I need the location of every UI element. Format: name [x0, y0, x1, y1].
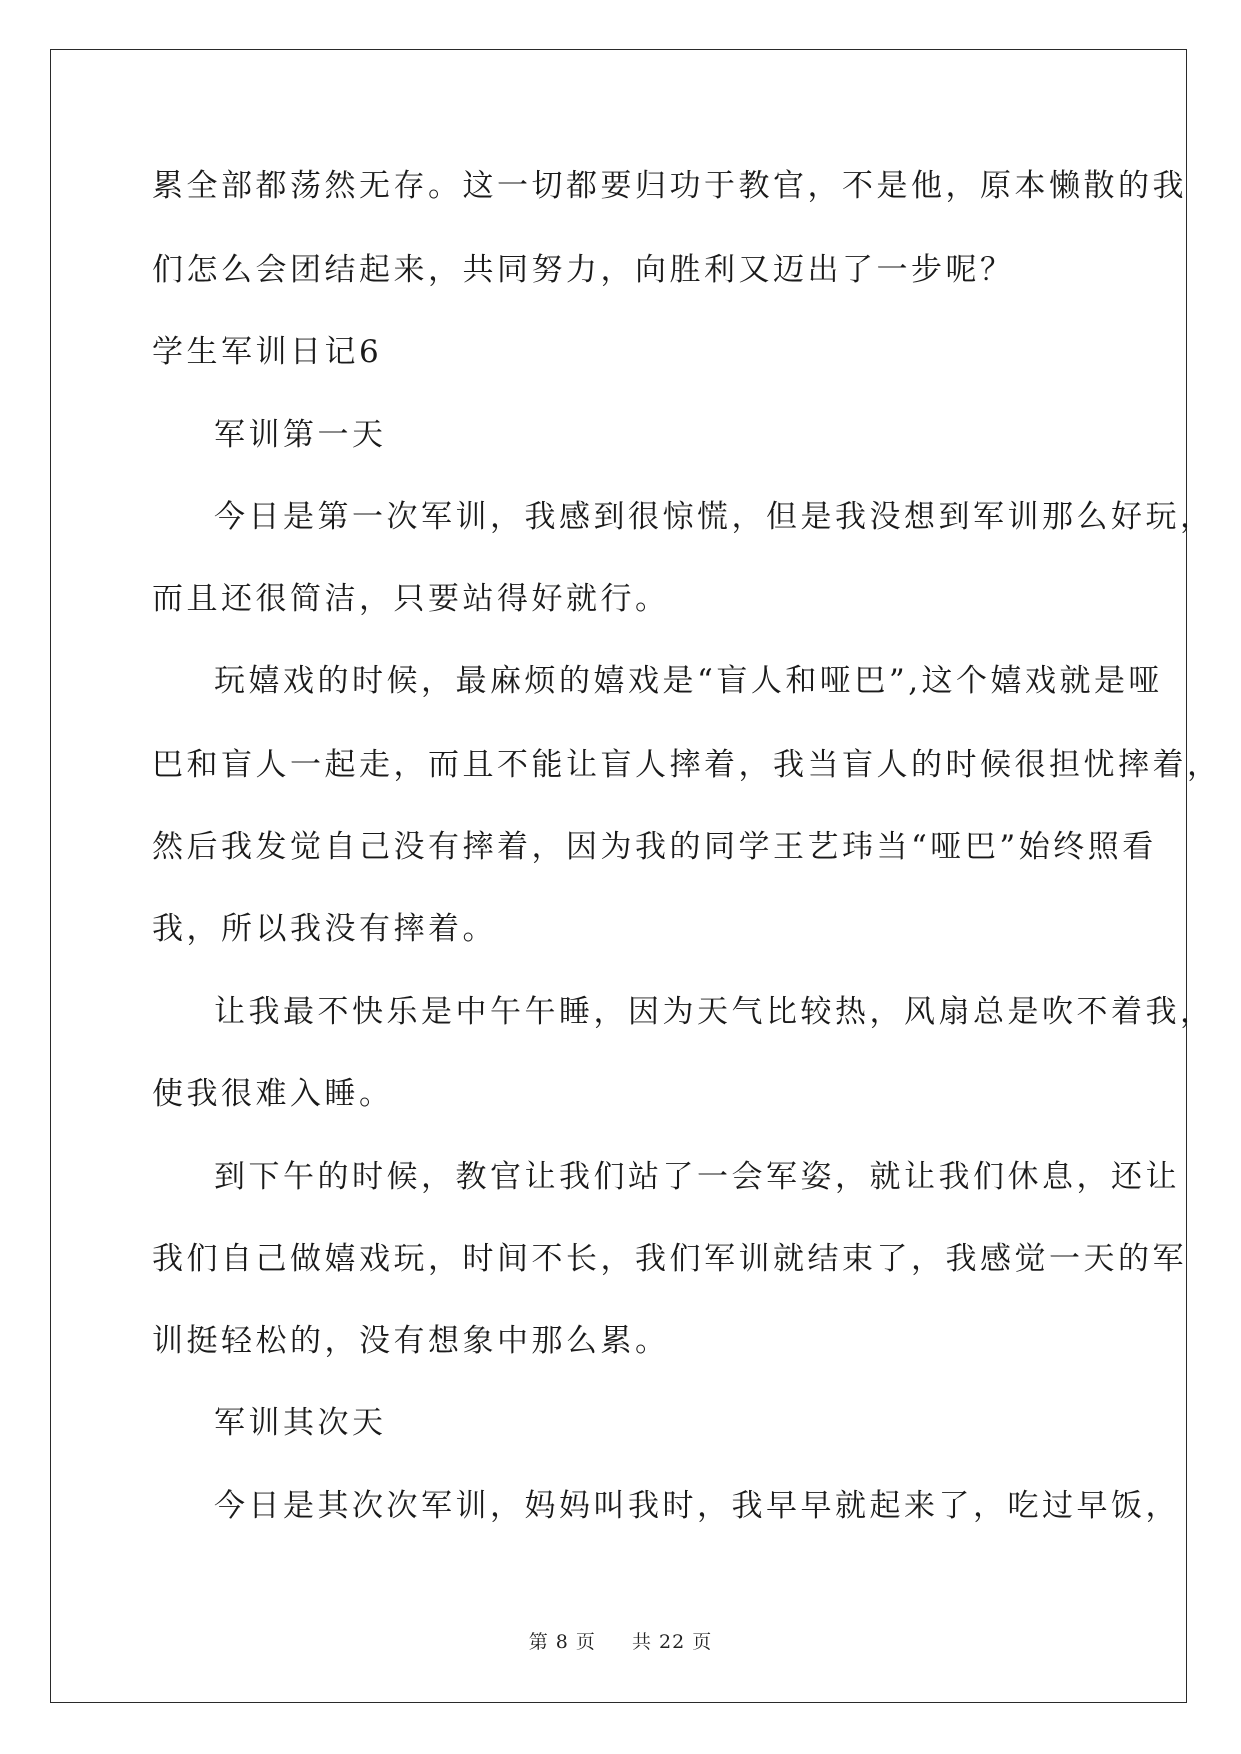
text-line: 今日是其次次军训，妈妈叫我时，我早早就起来了，吃过早饭， [214, 1488, 1180, 1524]
text-line: 们怎么会团结起来，共同努力，向胜利又迈出了一步呢？ [152, 252, 1015, 288]
text-line: 而且还很简洁，只要站得好就行。 [152, 581, 670, 617]
text-line: 让我最不快乐是中午午睡，因为天气比较热，风扇总是吹不着我， [214, 994, 1215, 1030]
text-line: 训挺轻松的，没有想象中那么累。 [152, 1323, 670, 1359]
text-line: 使我很难入睡。 [152, 1076, 394, 1112]
text-line: 我，所以我没有摔着。 [152, 911, 497, 947]
text-line: 累全部都荡然无存。这一切都要归功于教官，不是他，原本懒散的我 [152, 168, 1187, 204]
text-line: 我们自己做嬉戏玩，时间不长，我们军训就结束了，我感觉一天的军 [152, 1241, 1187, 1277]
page-footer [0, 1627, 1241, 1654]
text-line: 到下午的时候，教官让我们站了一会军姿，就让我们休息，还让 [214, 1159, 1180, 1195]
section-heading: 学生军训日记6 [152, 334, 383, 370]
text-line: 今日是第一次军训，我感到很惊慌，但是我没想到军训那么好玩， [214, 499, 1215, 535]
page-total: 共 22 页 [632, 1631, 713, 1653]
page-number: 第 8 页 [528, 1631, 596, 1653]
subheading: 军训其次天 [214, 1405, 387, 1441]
text-line: 玩嬉戏的时候，最麻烦的嬉戏是“盲人和哑巴”,这个嬉戏就是哑 [214, 663, 1164, 699]
subheading: 军训第一天 [214, 417, 387, 453]
page-border [50, 49, 1187, 1703]
text-line: 然后我发觉自己没有摔着，因为我的同学王艺玮当“哑巴”始终照看 [152, 829, 1157, 865]
text-line: 巴和盲人一起走，而且不能让盲人摔着，我当盲人的时候很担忧摔着， [152, 747, 1222, 783]
